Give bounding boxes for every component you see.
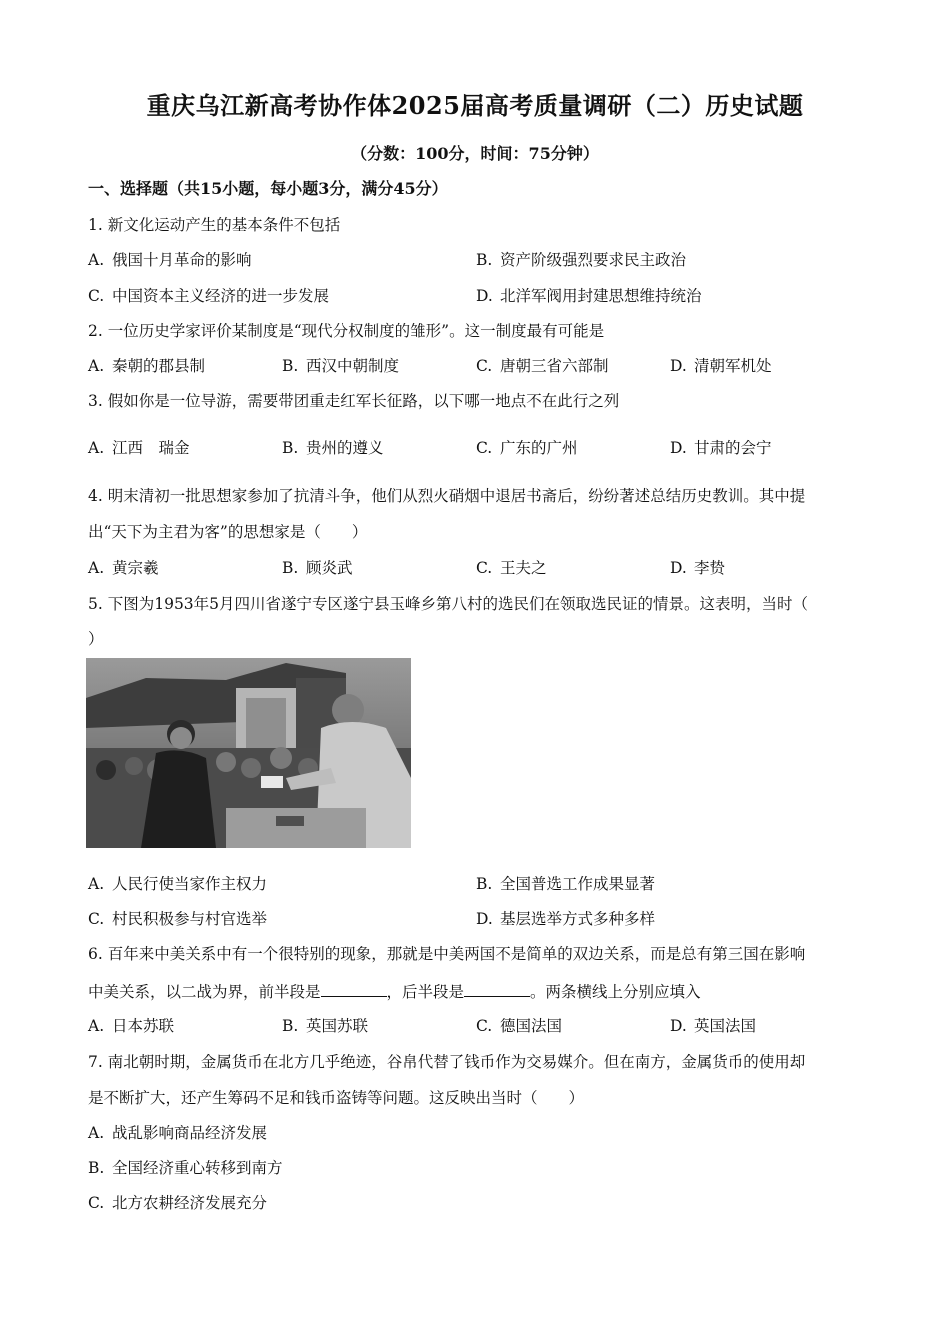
option-text: 全国普选工作成果显著 bbox=[500, 875, 656, 893]
option-text: 李贽 bbox=[694, 559, 726, 577]
option-text: 人民行使当家作主权力 bbox=[112, 875, 268, 893]
option-text: 基层选举方式多种多样 bbox=[500, 910, 656, 928]
option-text: 唐朝三省六部制 bbox=[500, 357, 609, 375]
q3-option-d[interactable] bbox=[670, 436, 772, 458]
option-key: D. bbox=[670, 357, 687, 375]
q3-option-c[interactable] bbox=[476, 436, 578, 458]
option-key: D. bbox=[670, 1017, 687, 1035]
question-6-stem-line-2 bbox=[88, 980, 701, 1002]
historical-photo bbox=[86, 658, 411, 848]
q2-option-b[interactable] bbox=[282, 354, 399, 376]
q3-option-a[interactable] bbox=[88, 436, 190, 458]
q6-option-d[interactable] bbox=[670, 1014, 756, 1036]
q2-option-d[interactable] bbox=[670, 354, 772, 376]
option-text: 江西 瑞金 bbox=[112, 439, 190, 457]
q1-option-d[interactable] bbox=[476, 284, 702, 306]
q4-option-a[interactable] bbox=[88, 556, 159, 578]
option-key: A. bbox=[88, 439, 105, 457]
option-text: 清朝军机处 bbox=[694, 357, 772, 375]
option-text: 日本苏联 bbox=[112, 1017, 175, 1035]
option-text: 王夫之 bbox=[500, 559, 547, 577]
option-key: A. bbox=[88, 875, 105, 893]
option-key: C. bbox=[476, 439, 493, 457]
question-5-stem-line-1: 5. 下图为1953年5月四川省遂宁专区遂宁县玉峰乡第八村的选民们在领取选民证的情景。这表明，当时（ bbox=[88, 595, 809, 613]
q1-option-a[interactable] bbox=[88, 248, 252, 270]
voters-receiving-certificates-photo bbox=[86, 658, 411, 848]
option-text: 中国资本主义经济的进一步发展 bbox=[112, 287, 330, 305]
q4-option-d[interactable] bbox=[670, 556, 725, 578]
q2-option-c[interactable] bbox=[476, 354, 609, 376]
option-key: B. bbox=[476, 251, 493, 269]
option-key: B. bbox=[282, 357, 299, 375]
page-title: 重庆乌江新高考协作体2025届高考质量调研（二）历史试题 bbox=[146, 91, 804, 120]
q1-option-c[interactable] bbox=[88, 284, 329, 306]
option-text: 英国法国 bbox=[694, 1017, 757, 1035]
question-7-stem-line-2: 是不断扩大，还产生筹码不足和钱币盗铸等问题。这反映出当时（ ） bbox=[88, 1089, 585, 1107]
option-key: A. bbox=[88, 1017, 105, 1035]
fill-blank-2[interactable] bbox=[464, 982, 530, 997]
option-text: 俄国十月革命的影响 bbox=[112, 251, 252, 269]
stem-text: ，后半段是 bbox=[386, 983, 465, 1001]
option-text: 全国经济重心转移到南方 bbox=[112, 1159, 283, 1177]
stem-text: 中美关系，以二战为界，前半段是 bbox=[88, 983, 321, 1001]
q7-option-a[interactable] bbox=[88, 1121, 267, 1143]
option-text: 村民积极参与村官选举 bbox=[112, 910, 268, 928]
option-text: 西汉中朝制度 bbox=[306, 357, 400, 375]
option-key: C. bbox=[476, 1017, 493, 1035]
option-key: D. bbox=[476, 910, 493, 928]
q4-option-c[interactable] bbox=[476, 556, 547, 578]
q5-option-b[interactable] bbox=[476, 872, 655, 894]
option-key: B. bbox=[476, 875, 493, 893]
option-text: 北洋军阀用封建思想维持统治 bbox=[500, 287, 702, 305]
q5-option-d[interactable] bbox=[476, 907, 655, 929]
option-key: B. bbox=[88, 1159, 105, 1177]
option-text: 德国法国 bbox=[500, 1017, 563, 1035]
q2-option-a[interactable] bbox=[88, 354, 205, 376]
option-text: 贵州的遵义 bbox=[306, 439, 384, 457]
exam-info: （分数：100分，时间：75分钟） bbox=[351, 144, 599, 163]
option-key: D. bbox=[476, 287, 493, 305]
question-5-stem-line-2: ） bbox=[88, 630, 104, 648]
option-key: B. bbox=[282, 559, 299, 577]
option-key: C. bbox=[88, 1194, 105, 1212]
option-key: D. bbox=[670, 439, 687, 457]
q7-option-b[interactable] bbox=[88, 1156, 283, 1178]
fill-blank-1[interactable] bbox=[321, 982, 387, 997]
stem-text: 。两条横线上分别应填入 bbox=[530, 983, 701, 1001]
option-key: B. bbox=[282, 439, 299, 457]
option-text: 秦朝的郡县制 bbox=[112, 357, 206, 375]
option-text: 甘肃的会宁 bbox=[694, 439, 772, 457]
q5-option-c[interactable] bbox=[88, 907, 267, 929]
option-text: 顾炎武 bbox=[306, 559, 353, 577]
option-key: C. bbox=[476, 357, 493, 375]
option-key: C. bbox=[88, 287, 105, 305]
option-text: 资产阶级强烈要求民主政治 bbox=[500, 251, 687, 269]
question-1-stem: 1. 新文化运动产生的基本条件不包括 bbox=[88, 216, 341, 234]
option-key: B. bbox=[282, 1017, 299, 1035]
option-text: 战乱影响商品经济发展 bbox=[112, 1124, 268, 1142]
q7-option-c[interactable] bbox=[88, 1191, 267, 1213]
option-key: A. bbox=[88, 251, 105, 269]
question-2-stem: 2. 一位历史学家评价某制度是“现代分权制度的雏形”。这一制度最有可能是 bbox=[88, 322, 605, 340]
option-text: 英国苏联 bbox=[306, 1017, 369, 1035]
question-6-stem-line-1: 6. 百年来中美关系中有一个很特别的现象，那就是中美两国不是简单的双边关系，而是总有第三国在影响 bbox=[88, 945, 806, 963]
question-3-stem: 3. 假如你是一位导游，需要带团重走红军长征路，以下哪一地点不在此行之列 bbox=[88, 392, 620, 410]
option-key: D. bbox=[670, 559, 687, 577]
option-text: 北方农耕经济发展充分 bbox=[112, 1194, 268, 1212]
option-text: 广东的广州 bbox=[500, 439, 578, 457]
section-heading: 一、选择题（共15小题，每小题3分，满分45分） bbox=[88, 179, 448, 198]
option-text: 黄宗羲 bbox=[112, 559, 159, 577]
option-key: A. bbox=[88, 559, 105, 577]
q6-option-b[interactable] bbox=[282, 1014, 368, 1036]
q6-option-a[interactable] bbox=[88, 1014, 174, 1036]
option-key: A. bbox=[88, 357, 105, 375]
q3-option-b[interactable] bbox=[282, 436, 384, 458]
option-key: C. bbox=[476, 559, 493, 577]
question-7-stem-line-1: 7. 南北朝时期，金属货币在北方几乎绝迹，谷帛代替了钱币作为交易媒介。但在南方，金属货币的使用却 bbox=[88, 1053, 806, 1071]
q4-option-b[interactable] bbox=[282, 556, 353, 578]
question-4-stem-line-1: 4. 明末清初一批思想家参加了抗清斗争，他们从烈火硝烟中退居书斋后，纷纷著述总结历史教训。其中提 bbox=[88, 487, 806, 505]
option-key: A. bbox=[88, 1124, 105, 1142]
option-key: C. bbox=[88, 910, 105, 928]
q5-option-a[interactable] bbox=[88, 872, 267, 894]
question-4-stem-line-2: 出“天下为主君为客”的思想家是（ ） bbox=[88, 523, 368, 541]
q6-option-c[interactable] bbox=[476, 1014, 562, 1036]
q1-option-b[interactable] bbox=[476, 248, 686, 270]
